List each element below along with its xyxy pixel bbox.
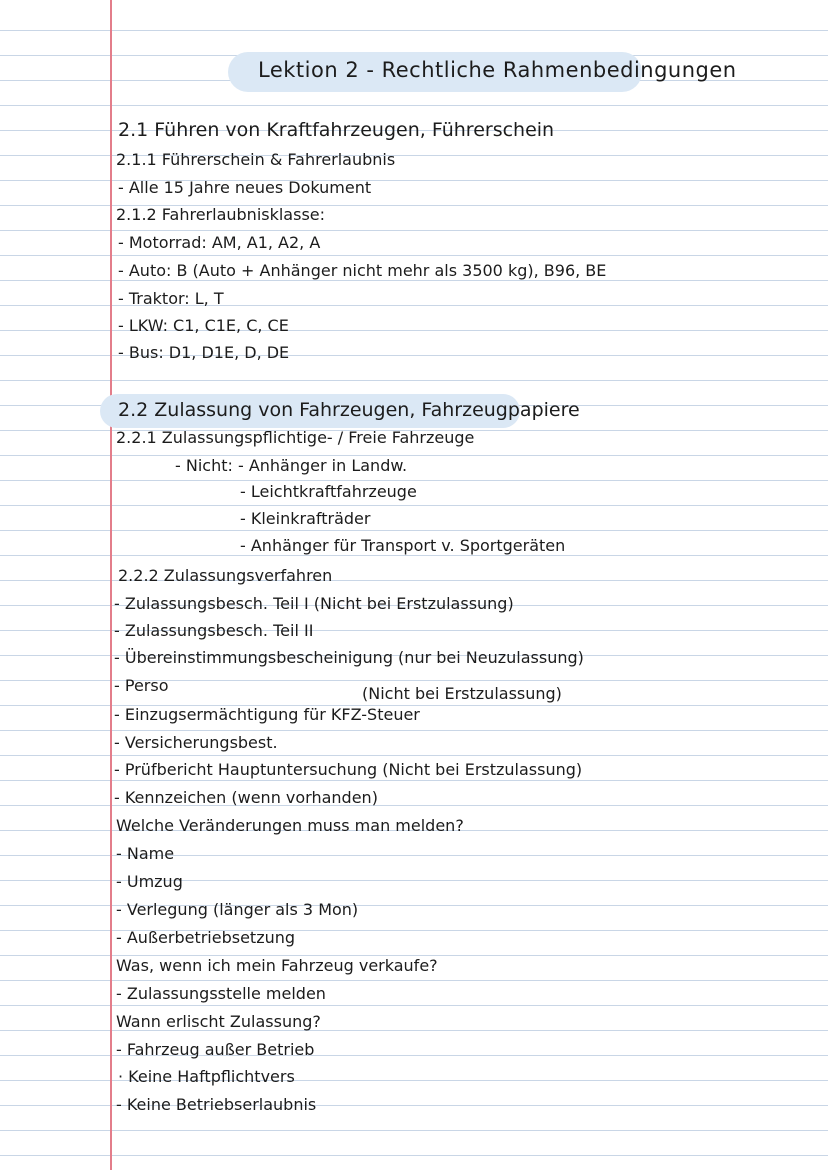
list-item: · Keine Haftpflichtvers — [118, 1067, 295, 1086]
question-expire: Wann erlischt Zulassung? — [116, 1012, 321, 1031]
list-item: - Keine Betriebserlaubnis — [116, 1095, 317, 1114]
subsection-2-2-1: 2.2.1 Zulassungspflichtige- / Freie Fahrzeuge — [116, 428, 475, 447]
list-item: - Auto: B (Auto + Anhänger nicht mehr als 3500 kg), B96, BE — [118, 261, 607, 280]
subsection-2-1-2: 2.1.2 Fahrerlaubnisklasse: — [116, 205, 326, 224]
margin-line — [110, 0, 112, 1170]
list-item: - LKW: C1, C1E, C, CE — [118, 316, 289, 335]
list-item: - Verlegung (länger als 3 Mon) — [116, 900, 359, 919]
subsection-2-2-2: 2.2.2 Zulassungsverfahren — [118, 566, 333, 585]
list-item: - Versicherungsbest. — [114, 733, 278, 752]
list-item: - Umzug — [116, 872, 183, 891]
list-item: - Motorrad: AM, A1, A2, A — [118, 233, 321, 252]
list-item: - Einzugsermächtigung für KFZ-Steuer — [114, 705, 420, 724]
list-item: - Fahrzeug außer Betrieb — [116, 1040, 315, 1059]
question-sell: Was, wenn ich mein Fahrzeug verkaufe? — [116, 956, 438, 975]
list-item: - Prüfbericht Hauptuntersuchung (Nicht bei Erstzulassung) — [114, 760, 583, 779]
list-note: (Nicht bei Erstzulassung) — [362, 684, 562, 703]
list-item: - Nicht: - Anhänger in Landw. — [175, 456, 408, 475]
list-item: - Leichtkraftfahrzeuge — [240, 482, 417, 501]
list-item: - Zulassungsstelle melden — [116, 984, 326, 1003]
list-item: - Bus: D1, D1E, D, DE — [118, 343, 290, 362]
list-item: - Name — [116, 844, 175, 863]
list-item: - Traktor: L, T — [118, 289, 224, 308]
list-item: - Zulassungsbesch. Teil II — [114, 621, 314, 640]
question-changes: Welche Veränderungen muss man melden? — [116, 816, 464, 835]
list-item: - Zulassungsbesch. Teil I (Nicht bei Erstzulassung) — [114, 594, 514, 613]
page-title: Lektion 2 - Rechtliche Rahmenbedingungen — [258, 58, 737, 82]
section-2-2-heading: 2.2 Zulassung von Fahrzeugen, Fahrzeugpapiere — [118, 399, 580, 421]
list-item: - Außerbetriebsetzung — [116, 928, 296, 947]
list-item: - Übereinstimmungsbescheinigung (nur bei Neuzulassung) — [114, 648, 584, 667]
subsection-2-1-1: 2.1.1 Führerschein & Fahrerlaubnis — [116, 150, 396, 169]
section-2-1-heading: 2.1 Führen von Kraftfahrzeugen, Führerschein — [118, 119, 555, 141]
list-item: - Perso — [114, 676, 169, 695]
list-item: - Kleinkrafträder — [240, 509, 371, 528]
list-item: - Alle 15 Jahre neues Dokument — [118, 178, 372, 197]
list-item: - Anhänger für Transport v. Sportgeräten — [240, 536, 566, 555]
list-item: - Kennzeichen (wenn vorhanden) — [114, 788, 378, 807]
